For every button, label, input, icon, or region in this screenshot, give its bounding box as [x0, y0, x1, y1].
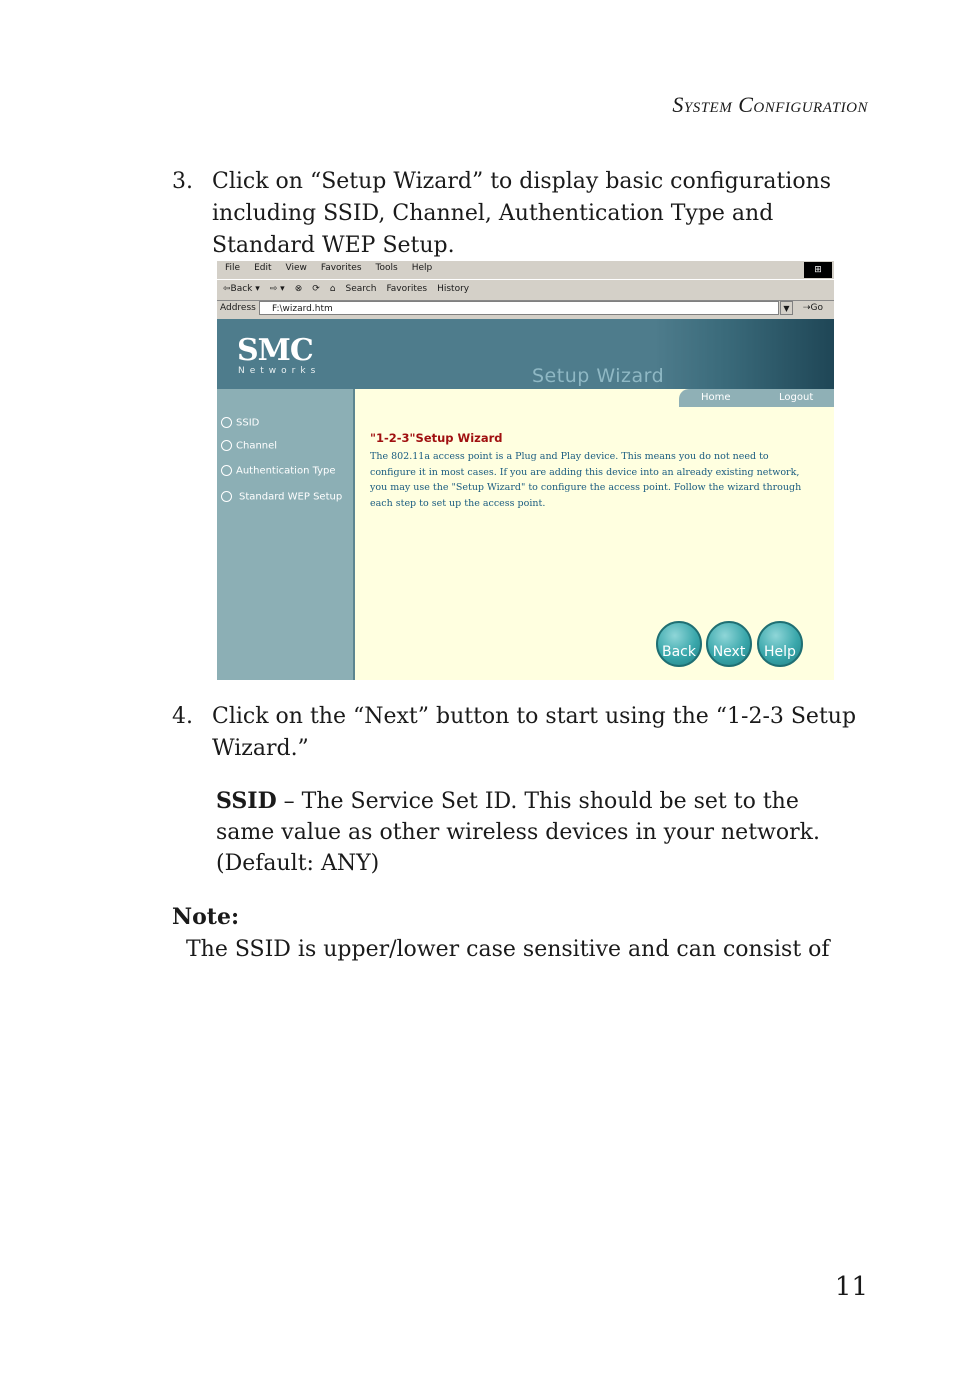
- address-label: Address: [220, 303, 256, 313]
- running-head: System Configuration: [672, 92, 868, 117]
- home-icon[interactable]: ⌂: [329, 284, 336, 294]
- smc-logo-subtitle: Networks: [238, 366, 321, 376]
- search-button[interactable]: Search: [345, 284, 377, 294]
- sidebar-item-channel[interactable]: [221, 440, 277, 452]
- ssid-term: SSID: [216, 788, 277, 814]
- sidebar-item-label: Channel: [236, 440, 278, 452]
- menu-tools[interactable]: Tools: [375, 263, 398, 273]
- forward-button[interactable]: ⇨ ▾: [269, 284, 285, 294]
- step-number: 4.: [172, 704, 193, 729]
- step-number: 3.: [172, 169, 193, 194]
- sidebar-item-label: Authentication Type: [236, 465, 336, 477]
- stop-icon[interactable]: ⊗: [294, 284, 303, 294]
- sidebar-item-label: SSID: [236, 417, 260, 429]
- sidebar: [217, 389, 355, 680]
- next-round-button[interactable]: Next: [706, 621, 752, 667]
- content-title: "1-2-3"Setup Wizard: [370, 431, 503, 445]
- sidebar-item-standard-wep-setup[interactable]: [221, 491, 342, 503]
- note: [172, 901, 872, 966]
- browser-toolbar: [217, 279, 834, 301]
- menu-help[interactable]: Help: [411, 263, 433, 273]
- logout-link[interactable]: Logout: [779, 392, 814, 403]
- sidebar-item-authentication-type[interactable]: [221, 465, 336, 477]
- sidebar-item-label: Standard WEP Setup: [239, 491, 343, 503]
- banner: [217, 319, 834, 389]
- web-page: [217, 319, 834, 680]
- banner-image: [654, 319, 834, 389]
- windows-logo-icon: ⊞: [804, 262, 832, 278]
- radio-circle-icon: [221, 465, 232, 476]
- back-round-button[interactable]: Back: [656, 621, 702, 667]
- back-button[interactable]: ⇦Back ▾: [223, 284, 260, 294]
- menu-edit[interactable]: Edit: [254, 263, 272, 273]
- content-body: The 802.11a access point is a Plug and Play device. This means you do not need to configure it in most cases. If you are adding this device into an already existing network, you may use the "Setup Wizard" to configure the access point. Follow the wizard through each step to set up the access point.: [370, 451, 802, 509]
- history-button[interactable]: History: [437, 284, 470, 294]
- favorites-button[interactable]: Favorites: [386, 284, 428, 294]
- sidebar-item-ssid[interactable]: [221, 417, 259, 429]
- home-link[interactable]: Home: [701, 392, 731, 403]
- step-4: [172, 701, 862, 765]
- browser-screenshot: [217, 261, 834, 680]
- menu-view[interactable]: View: [285, 263, 307, 273]
- banner-title: Setup Wizard: [532, 365, 665, 387]
- ssid-definition: [216, 786, 826, 879]
- note-label: Note:: [172, 904, 240, 930]
- step-text: Click on the “Next” button to start using the “1-2-3 Setup Wizard.”: [212, 704, 857, 761]
- page-number: 11: [834, 1272, 868, 1302]
- radio-circle-icon: [221, 491, 232, 502]
- go-button[interactable]: ⇢Go: [803, 303, 824, 313]
- address-bar: [217, 300, 834, 318]
- top-nav-bar: [679, 389, 834, 407]
- ssid-text: – The Service Set ID. This should be set to the same value as other wireless devices in your network. (Default: ANY): [216, 789, 820, 876]
- address-input[interactable]: F:\wizard.htm: [259, 301, 779, 315]
- radio-circle-icon: [221, 440, 232, 451]
- menu-bar: [217, 261, 834, 278]
- help-round-button[interactable]: Help: [757, 621, 803, 667]
- menu-file[interactable]: File: [225, 263, 241, 273]
- step-text: Click on “Setup Wizard” to display basic configurations including SSID, Channel, Authentication Type and Standard WEP Setup.: [212, 169, 832, 258]
- chevron-down-icon[interactable]: ▼: [780, 301, 793, 315]
- smc-logo: SMC: [237, 333, 313, 368]
- step-3: [172, 166, 862, 262]
- note-text: The SSID is upper/lower case sensitive and can consist of: [172, 937, 830, 962]
- menu-favorites[interactable]: Favorites: [320, 263, 362, 273]
- radio-circle-icon: [221, 417, 232, 428]
- refresh-icon[interactable]: ⟳: [312, 284, 320, 294]
